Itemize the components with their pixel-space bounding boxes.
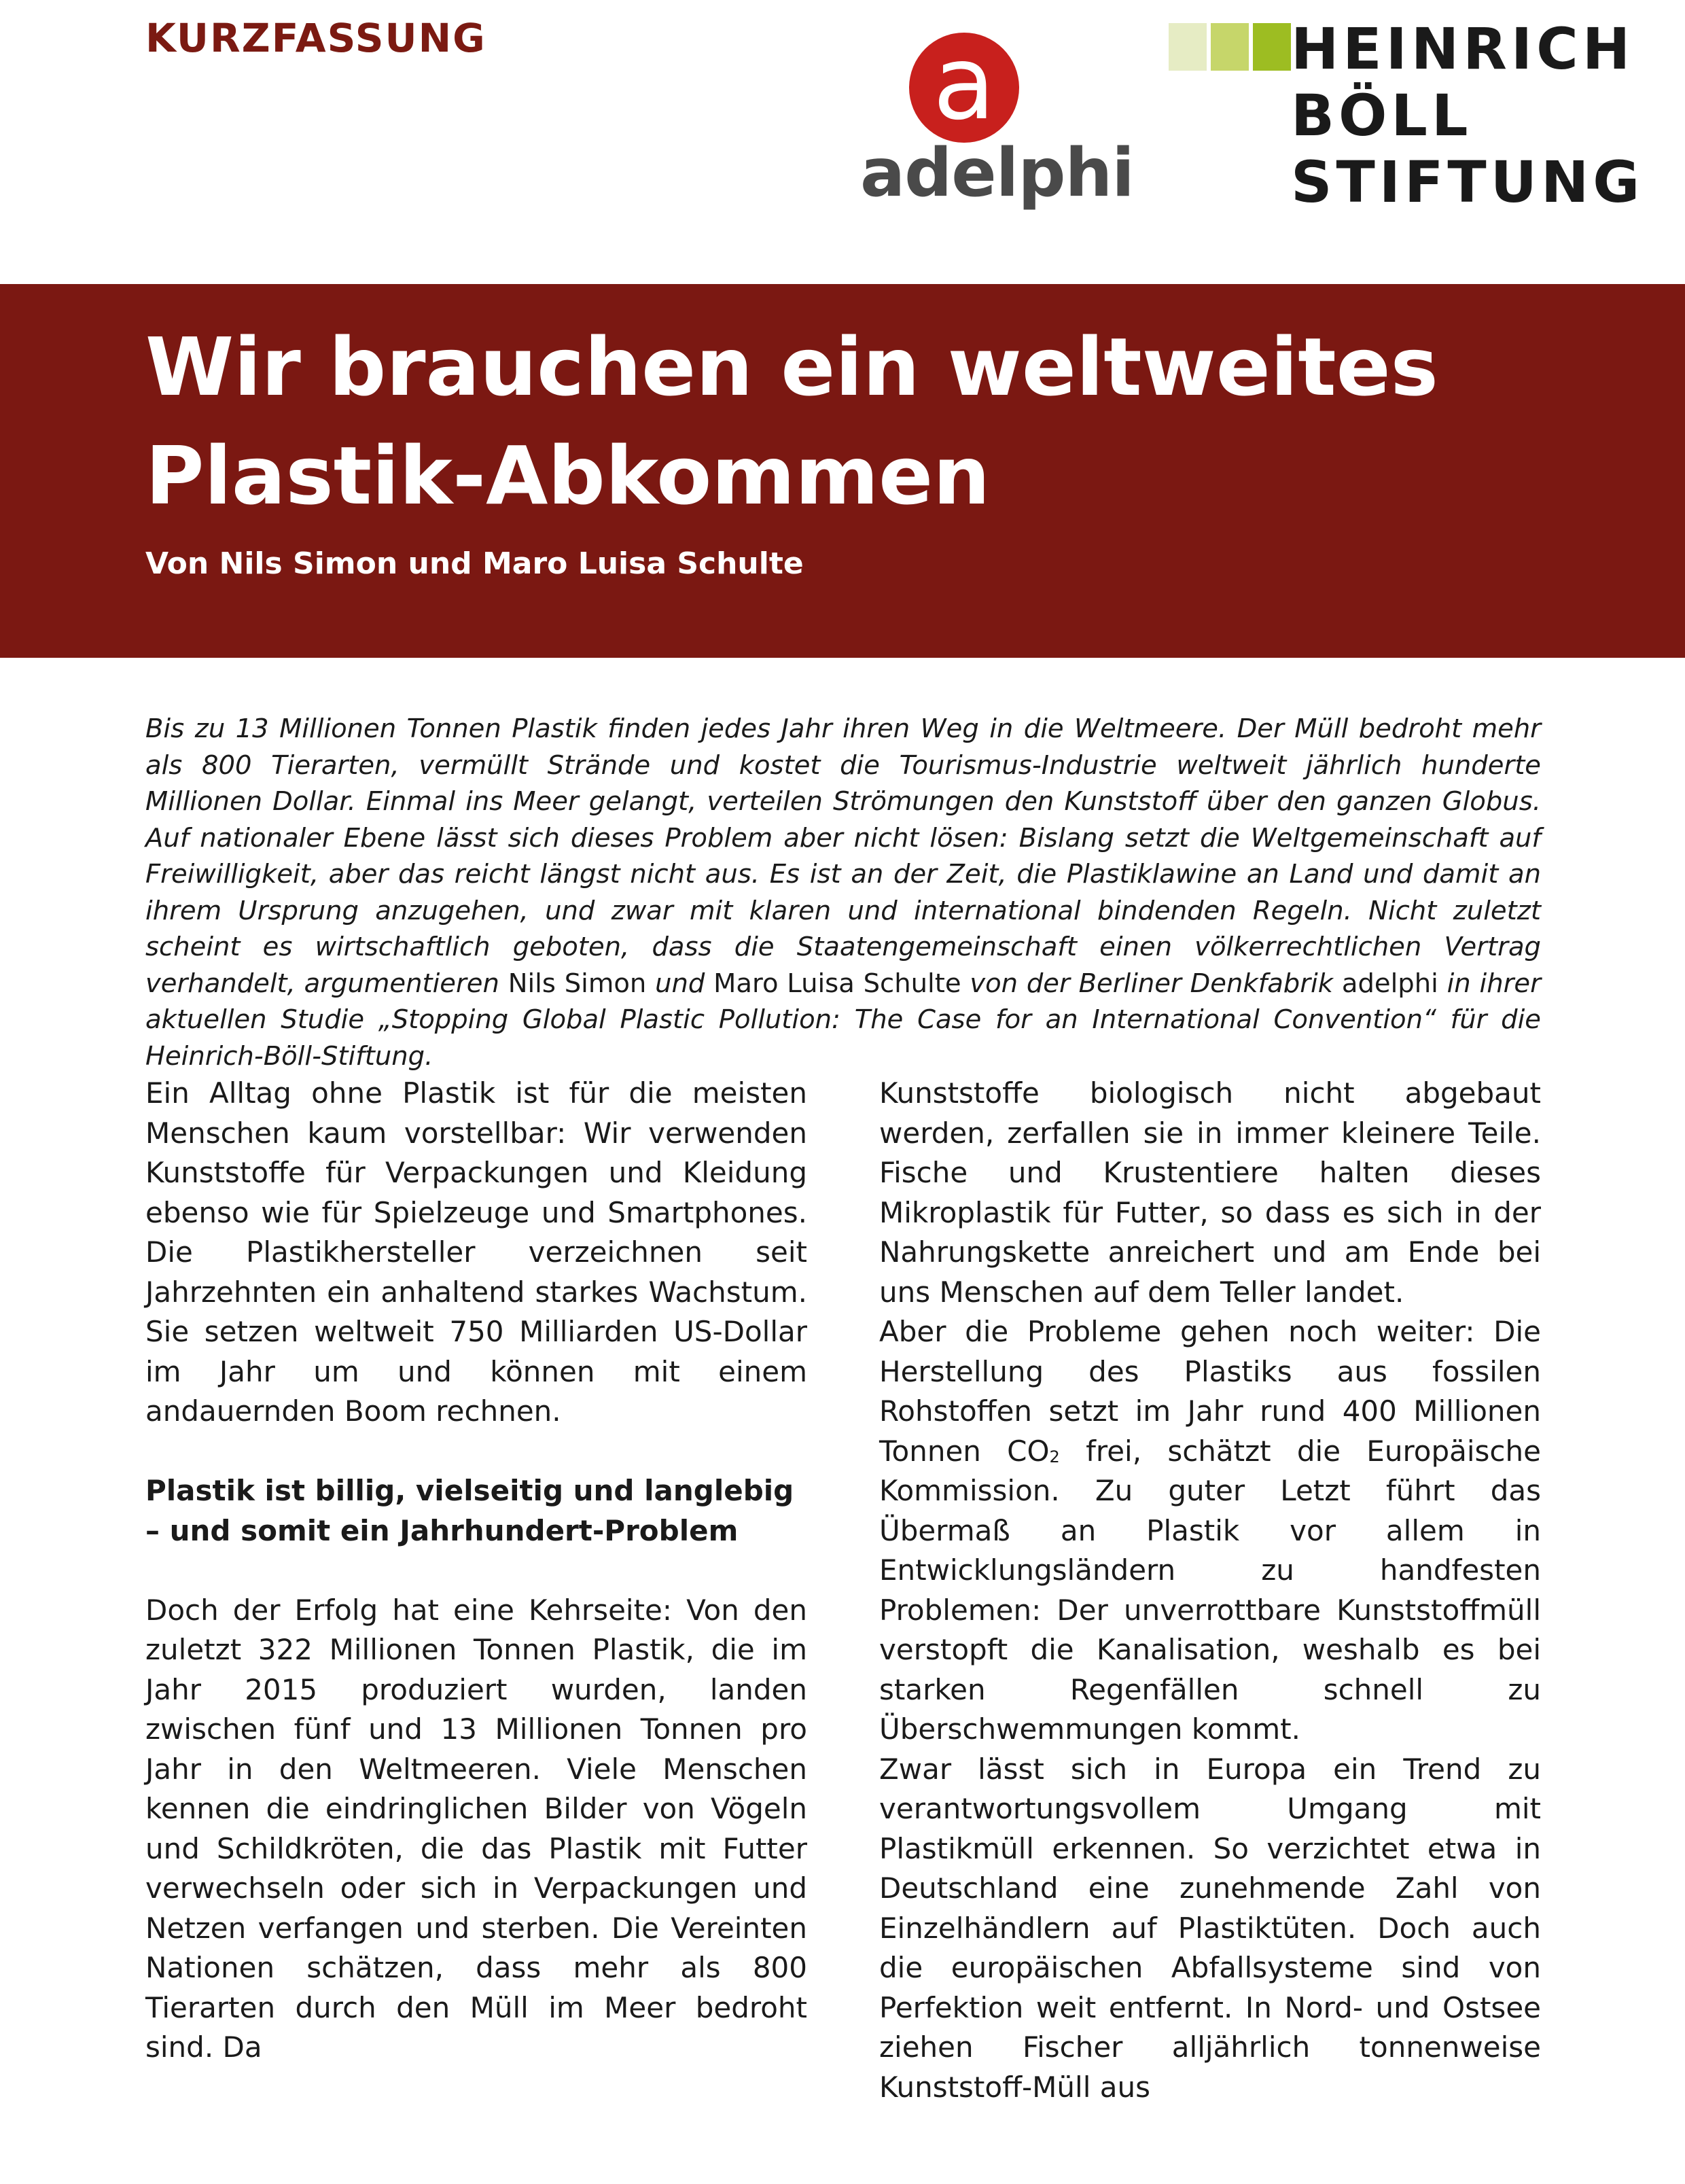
adelphi-wordmark: adelphi bbox=[860, 135, 1134, 212]
authors: Von Nils Simon und Maro Luisa Schulte bbox=[145, 546, 804, 581]
boell-line-3: STIFTUNG bbox=[1291, 149, 1644, 215]
author-name-1: Nils Simon bbox=[508, 968, 647, 999]
left-column bbox=[145, 1074, 807, 2068]
co2-subscript: 2 bbox=[1049, 1447, 1060, 1466]
subheading-line-1: Plastik ist billig, vielseitig und langlebig bbox=[145, 1474, 794, 1507]
adelphi-logo-glyph: a bbox=[933, 24, 995, 143]
boell-square-light bbox=[1169, 23, 1207, 71]
body-paragraph: Kunststoffe biologisch nicht abgebaut werden, zerfallen sie in immer kleinere Teile. Fische und Krustentiere halten dieses Mikroplastik für Futter, so dass es sich in der Nahrungskette anreichert und am Ende bei uns Menschen auf dem Teller landet. bbox=[879, 1076, 1541, 1309]
section-subheading bbox=[145, 1471, 807, 1551]
body-paragraph bbox=[879, 1312, 1541, 1750]
page-title-line-1: Wir brauchen ein weltweites bbox=[145, 320, 1438, 414]
body-paragraph: Ein Alltag ohne Plastik ist für die meisten Menschen kaum vorstellbar: Wir verwenden Kunststoffe für Verpackungen und Kleidung ebenso wie für Spielzeuge und Smartphones. Die Plastikhersteller verzeichnen seit Jahrzehnten ein anhaltend starkes Wachstum. Sie setzen weltweit 750 Milliarden US-Dollar im Jahr um und können mit einem andauernden Boom rechnen. bbox=[145, 1076, 807, 1428]
abstract-text-1: Bis zu 13 Millionen Tonnen Plastik finden jedes Jahr ihren Weg in die Weltmeere. Der Müll bedroht mehr als 800 Tierarten, vermüllt Strände und kostet die Tourismus-Industrie weltweit jährlich hunderte Millionen Dollar. Einmal ins Meer gelangt, verteilen Strömungen den Kunststoff über den ganzen Globus. Auf nationaler Ebene lässt sich dieses Problem aber nicht lösen: Bislang setzt die Weltgemeinschaft auf Freiwilligkeit, aber das reicht längst nicht aus. Es ist an der Zeit, die Plastiklawine an Land und damit an ihrem Ursprung anzugehen, und zwar mit klaren und international bindenden Regeln. Nicht zuletzt scheint es wirtschaftlich geboten, dass die Staatengemeinschaft einen völkerrechtlichen Vertrag verhandelt, argumentieren bbox=[145, 714, 1541, 999]
body-paragraph: Doch der Erfolg hat eine Kehrseite: Von den zuletzt 322 Millionen Tonnen Plastik, die im Jahr 2015 produziert wurden, landen zwischen fünf und 13 Millionen Tonnen pro Jahr in den Weltmeeren. Viele Menschen kennen die eindringlichen Bilder von Vögeln und Schildkröten, die das Plastik mit Futter verwechseln oder sich in Verpackungen und Netzen verfangen und sterben. Die Vereinten Nationen schätzen, dass mehr als 800 Tierarten durch den Müll im Meer bedroht sind. Da bbox=[145, 1593, 807, 2064]
document-type-label: KURZFASSUNG bbox=[145, 15, 486, 61]
boell-line-1: HEINRICH bbox=[1291, 16, 1635, 82]
boell-line-2: BÖLL bbox=[1291, 82, 1472, 149]
abstract-text-3: in ihrer aktuellen Studie „Stopping Global Plastic Pollution: The Case for an International Convention“ für die Heinrich-Böll-Stiftung. bbox=[145, 968, 1541, 1072]
page-title-line-2: Plastik-Abkommen bbox=[145, 429, 991, 523]
right-column bbox=[879, 1074, 1541, 2107]
abstract-und: und bbox=[655, 968, 705, 999]
boell-square-mid bbox=[1211, 23, 1249, 71]
paragraph-text-b: frei, schätzt die Europäische Kommission. Zu guter Letzt führt das Übermaß an Plastik vor allem in Entwicklungsländern zu handfesten Problemen: Der unverrottbare Kunststoffmüll verstopft die Kanalisation, weshalb es bei starken Regenfällen schnell zu Überschwemmungen kommt. bbox=[879, 1434, 1541, 1746]
org-name: adelphi bbox=[1341, 968, 1438, 999]
author-name-2: Maro Luisa Schulte bbox=[713, 968, 961, 999]
boell-square-dark bbox=[1253, 23, 1291, 71]
abstract bbox=[145, 711, 1541, 1074]
subheading-line-2: – und somit ein Jahrhundert-Problem bbox=[145, 1513, 739, 1547]
title-banner bbox=[0, 284, 1685, 658]
abstract-text-2: von der Berliner Denkfabrik bbox=[970, 968, 1334, 999]
paragraph-text-a: Aber die Probleme gehen noch weiter: Die Herstellung des Plastiks aus fossilen Rohstoffen setzt im Jahr rund 400 Millionen Tonnen CO bbox=[879, 1315, 1541, 1468]
adelphi-logo-icon bbox=[909, 24, 1019, 143]
body-paragraph: Zwar lässt sich in Europa ein Trend zu verantwortungsvollem Umgang mit Plastikmüll erkennen. So verzichtet etwa in Deutschland eine zunehmende Zahl von Einzelhändlern auf Plastiktüten. Doch auch die europäischen Abfallsysteme sind von Perfektion weit entfernt. In Nord- und Ostsee ziehen Fischer alljährlich tonnenweise Kunststoff-Müll aus bbox=[879, 1752, 1541, 2104]
